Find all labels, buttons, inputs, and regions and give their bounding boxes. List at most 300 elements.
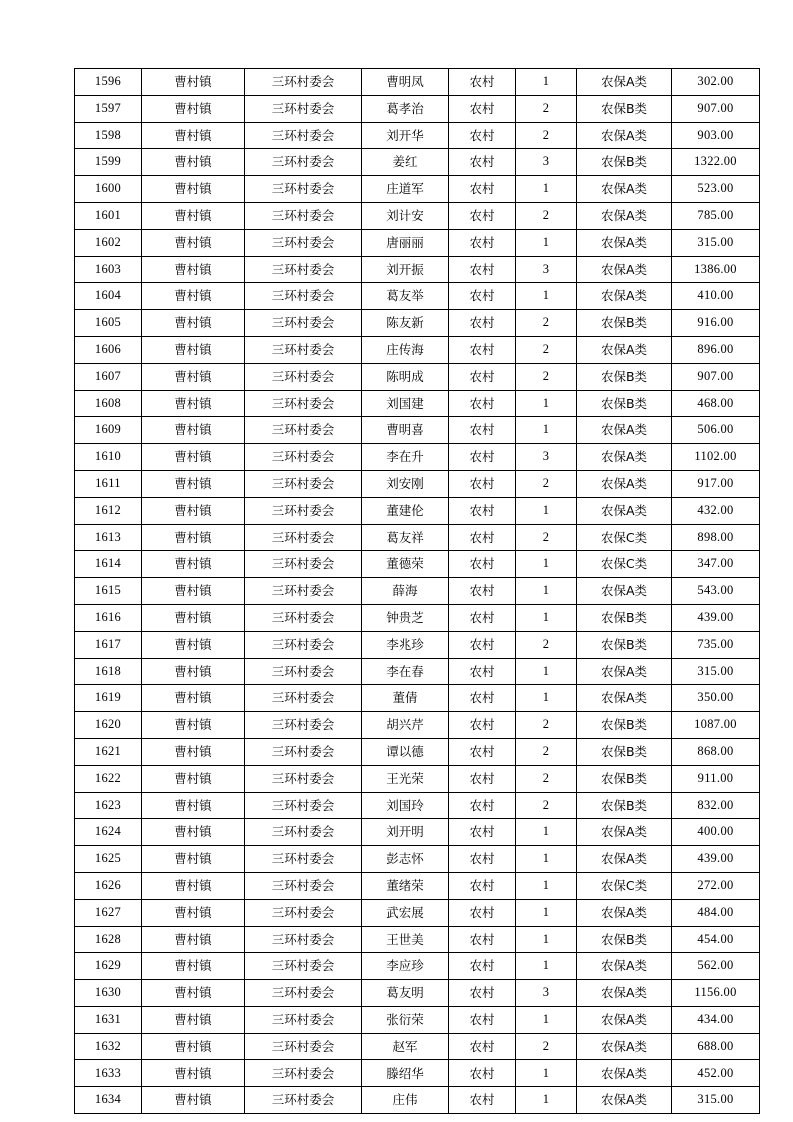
cell-town: 曹村镇	[142, 122, 245, 149]
cell-type: 农村	[449, 765, 516, 792]
cell-seq: 1620	[75, 712, 142, 739]
cell-amount: 1322.00	[672, 149, 760, 176]
table-row	[75, 1087, 760, 1114]
table-row	[75, 229, 760, 256]
cell-seq: 1603	[75, 256, 142, 283]
cell-seq: 1622	[75, 765, 142, 792]
cell-seq: 1597	[75, 95, 142, 122]
cell-village: 三环村委会	[245, 310, 362, 337]
cell-type: 农村	[449, 872, 516, 899]
table-row	[75, 846, 760, 873]
cell-name: 彭志怀	[362, 846, 449, 873]
cell-name: 王光荣	[362, 765, 449, 792]
cell-village: 三环村委会	[245, 497, 362, 524]
cell-seq: 1602	[75, 229, 142, 256]
cell-name: 李在升	[362, 444, 449, 471]
cell-amount: 1087.00	[672, 712, 760, 739]
cell-seq: 1604	[75, 283, 142, 310]
cell-town: 曹村镇	[142, 310, 245, 337]
cell-seq: 1623	[75, 792, 142, 819]
cell-amount: 468.00	[672, 390, 760, 417]
cell-category: 农保B类	[577, 604, 672, 631]
cell-town: 曹村镇	[142, 176, 245, 203]
cell-town: 曹村镇	[142, 738, 245, 765]
cell-category: 农保A类	[577, 1087, 672, 1114]
cell-seq: 1630	[75, 980, 142, 1007]
cell-amount: 315.00	[672, 658, 760, 685]
cell-category: 农保A类	[577, 470, 672, 497]
cell-name: 葛孝治	[362, 95, 449, 122]
cell-village: 三环村委会	[245, 363, 362, 390]
cell-seq: 1628	[75, 926, 142, 953]
table-row	[75, 792, 760, 819]
cell-seq: 1611	[75, 470, 142, 497]
cell-seq: 1607	[75, 363, 142, 390]
cell-category: 农保B类	[577, 310, 672, 337]
cell-type: 农村	[449, 685, 516, 712]
cell-type: 农村	[449, 819, 516, 846]
cell-village: 三环村委会	[245, 872, 362, 899]
cell-village: 三环村委会	[245, 953, 362, 980]
cell-town: 曹村镇	[142, 1060, 245, 1087]
table-row	[75, 658, 760, 685]
cell-count: 3	[516, 256, 577, 283]
cell-amount: 1386.00	[672, 256, 760, 283]
cell-category: 农保A类	[577, 256, 672, 283]
cell-type: 农村	[449, 846, 516, 873]
cell-name: 刘安刚	[362, 470, 449, 497]
cell-type: 农村	[449, 390, 516, 417]
cell-name: 曹明喜	[362, 417, 449, 444]
cell-village: 三环村委会	[245, 176, 362, 203]
table-row	[75, 283, 760, 310]
table-row	[75, 176, 760, 203]
cell-name: 董绪荣	[362, 872, 449, 899]
cell-amount: 523.00	[672, 176, 760, 203]
cell-village: 三环村委会	[245, 685, 362, 712]
cell-amount: 315.00	[672, 229, 760, 256]
cell-type: 农村	[449, 953, 516, 980]
cell-town: 曹村镇	[142, 390, 245, 417]
cell-village: 三环村委会	[245, 229, 362, 256]
cell-type: 农村	[449, 363, 516, 390]
table-body	[75, 69, 760, 1114]
table-row	[75, 497, 760, 524]
cell-village: 三环村委会	[245, 283, 362, 310]
cell-seq: 1615	[75, 578, 142, 605]
cell-town: 曹村镇	[142, 336, 245, 363]
cell-type: 农村	[449, 202, 516, 229]
cell-village: 三环村委会	[245, 765, 362, 792]
cell-village: 三环村委会	[245, 631, 362, 658]
cell-town: 曹村镇	[142, 256, 245, 283]
cell-type: 农村	[449, 899, 516, 926]
table-row	[75, 310, 760, 337]
table-row	[75, 390, 760, 417]
cell-town: 曹村镇	[142, 819, 245, 846]
cell-category: 农保A类	[577, 658, 672, 685]
cell-type: 农村	[449, 792, 516, 819]
cell-amount: 454.00	[672, 926, 760, 953]
table-row	[75, 953, 760, 980]
cell-town: 曹村镇	[142, 551, 245, 578]
cell-count: 1	[516, 846, 577, 873]
cell-count: 2	[516, 712, 577, 739]
cell-village: 三环村委会	[245, 1087, 362, 1114]
cell-seq: 1634	[75, 1087, 142, 1114]
table-row	[75, 417, 760, 444]
table-row	[75, 765, 760, 792]
cell-amount: 785.00	[672, 202, 760, 229]
cell-village: 三环村委会	[245, 149, 362, 176]
cell-name: 刘开明	[362, 819, 449, 846]
cell-town: 曹村镇	[142, 792, 245, 819]
cell-category: 农保B类	[577, 363, 672, 390]
cell-count: 1	[516, 1060, 577, 1087]
cell-village: 三环村委会	[245, 926, 362, 953]
cell-village: 三环村委会	[245, 524, 362, 551]
table-row	[75, 336, 760, 363]
cell-category: 农保A类	[577, 444, 672, 471]
cell-seq: 1621	[75, 738, 142, 765]
cell-name: 庄伟	[362, 1087, 449, 1114]
cell-name: 薛海	[362, 578, 449, 605]
cell-category: 农保B类	[577, 95, 672, 122]
table-row	[75, 631, 760, 658]
cell-seq: 1612	[75, 497, 142, 524]
cell-seq: 1610	[75, 444, 142, 471]
cell-category: 农保A类	[577, 69, 672, 96]
cell-town: 曹村镇	[142, 846, 245, 873]
cell-name: 武宏展	[362, 899, 449, 926]
cell-category: 农保A类	[577, 229, 672, 256]
cell-town: 曹村镇	[142, 685, 245, 712]
cell-amount: 917.00	[672, 470, 760, 497]
cell-village: 三环村委会	[245, 1033, 362, 1060]
cell-type: 农村	[449, 658, 516, 685]
cell-category: 农保A类	[577, 122, 672, 149]
cell-name: 刘开振	[362, 256, 449, 283]
cell-amount: 400.00	[672, 819, 760, 846]
cell-type: 农村	[449, 1006, 516, 1033]
cell-count: 1	[516, 69, 577, 96]
cell-amount: 868.00	[672, 738, 760, 765]
cell-name: 赵军	[362, 1033, 449, 1060]
cell-village: 三环村委会	[245, 256, 362, 283]
cell-village: 三环村委会	[245, 899, 362, 926]
cell-seq: 1619	[75, 685, 142, 712]
cell-name: 滕绍华	[362, 1060, 449, 1087]
table-row	[75, 524, 760, 551]
table-row	[75, 926, 760, 953]
cell-count: 1	[516, 551, 577, 578]
cell-seq: 1632	[75, 1033, 142, 1060]
cell-type: 农村	[449, 283, 516, 310]
cell-name: 唐丽丽	[362, 229, 449, 256]
cell-category: 农保C类	[577, 524, 672, 551]
cell-seq: 1598	[75, 122, 142, 149]
table-row	[75, 712, 760, 739]
cell-village: 三环村委会	[245, 336, 362, 363]
cell-count: 2	[516, 631, 577, 658]
cell-seq: 1616	[75, 604, 142, 631]
cell-name: 刘开华	[362, 122, 449, 149]
cell-count: 1	[516, 953, 577, 980]
cell-count: 1	[516, 1087, 577, 1114]
cell-count: 1	[516, 497, 577, 524]
cell-amount: 452.00	[672, 1060, 760, 1087]
cell-name: 董倩	[362, 685, 449, 712]
cell-town: 曹村镇	[142, 765, 245, 792]
cell-amount: 410.00	[672, 283, 760, 310]
cell-village: 三环村委会	[245, 819, 362, 846]
cell-category: 农保A类	[577, 1060, 672, 1087]
table-row	[75, 363, 760, 390]
cell-name: 庄道军	[362, 176, 449, 203]
cell-count: 2	[516, 1033, 577, 1060]
cell-town: 曹村镇	[142, 417, 245, 444]
cell-seq: 1606	[75, 336, 142, 363]
cell-seq: 1625	[75, 846, 142, 873]
cell-name: 葛友祥	[362, 524, 449, 551]
cell-type: 农村	[449, 336, 516, 363]
cell-town: 曹村镇	[142, 578, 245, 605]
cell-amount: 916.00	[672, 310, 760, 337]
cell-name: 董德荣	[362, 551, 449, 578]
cell-name: 庄传海	[362, 336, 449, 363]
table-row	[75, 149, 760, 176]
cell-amount: 302.00	[672, 69, 760, 96]
cell-category: 农保A类	[577, 980, 672, 1007]
cell-seq: 1633	[75, 1060, 142, 1087]
table-row	[75, 819, 760, 846]
cell-village: 三环村委会	[245, 122, 362, 149]
table-row	[75, 444, 760, 471]
cell-amount: 907.00	[672, 363, 760, 390]
cell-category: 农保B类	[577, 390, 672, 417]
cell-name: 董建伦	[362, 497, 449, 524]
cell-amount: 911.00	[672, 765, 760, 792]
cell-category: 农保A类	[577, 846, 672, 873]
cell-name: 姜红	[362, 149, 449, 176]
cell-type: 农村	[449, 604, 516, 631]
cell-count: 3	[516, 149, 577, 176]
cell-village: 三环村委会	[245, 604, 362, 631]
cell-type: 农村	[449, 524, 516, 551]
cell-town: 曹村镇	[142, 899, 245, 926]
cell-count: 1	[516, 899, 577, 926]
cell-amount: 735.00	[672, 631, 760, 658]
cell-village: 三环村委会	[245, 658, 362, 685]
cell-count: 1	[516, 417, 577, 444]
cell-seq: 1613	[75, 524, 142, 551]
cell-town: 曹村镇	[142, 283, 245, 310]
cell-town: 曹村镇	[142, 69, 245, 96]
cell-town: 曹村镇	[142, 149, 245, 176]
cell-seq: 1599	[75, 149, 142, 176]
table-row	[75, 470, 760, 497]
cell-category: 农保A类	[577, 176, 672, 203]
cell-seq: 1600	[75, 176, 142, 203]
cell-type: 农村	[449, 417, 516, 444]
cell-type: 农村	[449, 551, 516, 578]
cell-seq: 1617	[75, 631, 142, 658]
cell-count: 1	[516, 658, 577, 685]
cell-village: 三环村委会	[245, 417, 362, 444]
cell-count: 1	[516, 283, 577, 310]
cell-village: 三环村委会	[245, 846, 362, 873]
cell-count: 2	[516, 336, 577, 363]
cell-count: 1	[516, 578, 577, 605]
cell-amount: 439.00	[672, 604, 760, 631]
cell-count: 2	[516, 310, 577, 337]
cell-type: 农村	[449, 69, 516, 96]
cell-type: 农村	[449, 310, 516, 337]
cell-category: 农保A类	[577, 1033, 672, 1060]
cell-seq: 1609	[75, 417, 142, 444]
cell-count: 2	[516, 470, 577, 497]
cell-type: 农村	[449, 149, 516, 176]
cell-type: 农村	[449, 631, 516, 658]
cell-town: 曹村镇	[142, 202, 245, 229]
cell-name: 胡兴芹	[362, 712, 449, 739]
cell-category: 农保A类	[577, 202, 672, 229]
cell-amount: 1156.00	[672, 980, 760, 1007]
cell-seq: 1614	[75, 551, 142, 578]
cell-category: 农保A类	[577, 417, 672, 444]
cell-name: 李兆珍	[362, 631, 449, 658]
cell-town: 曹村镇	[142, 444, 245, 471]
cell-village: 三环村委会	[245, 738, 362, 765]
cell-count: 1	[516, 872, 577, 899]
cell-count: 2	[516, 95, 577, 122]
cell-seq: 1631	[75, 1006, 142, 1033]
cell-village: 三环村委会	[245, 444, 362, 471]
cell-count: 2	[516, 524, 577, 551]
cell-category: 农保A类	[577, 899, 672, 926]
cell-count: 1	[516, 604, 577, 631]
cell-seq: 1608	[75, 390, 142, 417]
cell-name: 刘国玲	[362, 792, 449, 819]
cell-amount: 1102.00	[672, 444, 760, 471]
cell-category: 农保B类	[577, 792, 672, 819]
cell-village: 三环村委会	[245, 980, 362, 1007]
cell-village: 三环村委会	[245, 551, 362, 578]
cell-village: 三环村委会	[245, 792, 362, 819]
cell-category: 农保A类	[577, 497, 672, 524]
cell-type: 农村	[449, 1033, 516, 1060]
cell-seq: 1627	[75, 899, 142, 926]
cell-count: 2	[516, 738, 577, 765]
cell-town: 曹村镇	[142, 926, 245, 953]
cell-category: 农保A类	[577, 336, 672, 363]
cell-category: 农保A类	[577, 819, 672, 846]
cell-amount: 903.00	[672, 122, 760, 149]
cell-name: 曹明凤	[362, 69, 449, 96]
cell-name: 刘国建	[362, 390, 449, 417]
cell-category: 农保B类	[577, 765, 672, 792]
table-row	[75, 202, 760, 229]
cell-type: 农村	[449, 1060, 516, 1087]
cell-town: 曹村镇	[142, 980, 245, 1007]
cell-seq: 1624	[75, 819, 142, 846]
cell-category: 农保A类	[577, 685, 672, 712]
cell-town: 曹村镇	[142, 953, 245, 980]
table-row	[75, 95, 760, 122]
table-row	[75, 69, 760, 96]
cell-town: 曹村镇	[142, 229, 245, 256]
cell-village: 三环村委会	[245, 1060, 362, 1087]
cell-amount: 543.00	[672, 578, 760, 605]
cell-count: 2	[516, 202, 577, 229]
cell-town: 曹村镇	[142, 1087, 245, 1114]
cell-category: 农保A类	[577, 953, 672, 980]
cell-name: 王世美	[362, 926, 449, 953]
cell-type: 农村	[449, 738, 516, 765]
cell-name: 谭以德	[362, 738, 449, 765]
table-row	[75, 1033, 760, 1060]
cell-town: 曹村镇	[142, 95, 245, 122]
cell-count: 2	[516, 363, 577, 390]
table-row	[75, 551, 760, 578]
cell-seq: 1618	[75, 658, 142, 685]
cell-town: 曹村镇	[142, 497, 245, 524]
cell-seq: 1605	[75, 310, 142, 337]
cell-amount: 506.00	[672, 417, 760, 444]
cell-amount: 434.00	[672, 1006, 760, 1033]
table-row	[75, 685, 760, 712]
cell-category: 农保C类	[577, 872, 672, 899]
cell-count: 1	[516, 176, 577, 203]
cell-category: 农保B类	[577, 926, 672, 953]
cell-town: 曹村镇	[142, 470, 245, 497]
cell-count: 1	[516, 819, 577, 846]
cell-seq: 1629	[75, 953, 142, 980]
table-row	[75, 578, 760, 605]
cell-village: 三环村委会	[245, 69, 362, 96]
cell-category: 农保A类	[577, 1006, 672, 1033]
cell-type: 农村	[449, 926, 516, 953]
cell-name: 陈友新	[362, 310, 449, 337]
cell-seq: 1601	[75, 202, 142, 229]
cell-village: 三环村委会	[245, 470, 362, 497]
table-row	[75, 256, 760, 283]
cell-category: 农保B类	[577, 149, 672, 176]
cell-name: 张衍荣	[362, 1006, 449, 1033]
cell-village: 三环村委会	[245, 712, 362, 739]
cell-category: 农保A类	[577, 578, 672, 605]
cell-amount: 432.00	[672, 497, 760, 524]
cell-name: 葛友举	[362, 283, 449, 310]
cell-count: 3	[516, 444, 577, 471]
cell-amount: 347.00	[672, 551, 760, 578]
cell-category: 农保B类	[577, 712, 672, 739]
cell-seq: 1596	[75, 69, 142, 96]
cell-type: 农村	[449, 980, 516, 1007]
cell-name: 李应珍	[362, 953, 449, 980]
subsidy-table	[74, 68, 760, 1114]
cell-amount: 315.00	[672, 1087, 760, 1114]
table-row	[75, 604, 760, 631]
cell-count: 1	[516, 685, 577, 712]
table-row	[75, 1006, 760, 1033]
cell-amount: 439.00	[672, 846, 760, 873]
table-row	[75, 980, 760, 1007]
cell-type: 农村	[449, 497, 516, 524]
cell-seq: 1626	[75, 872, 142, 899]
cell-town: 曹村镇	[142, 872, 245, 899]
cell-name: 葛友明	[362, 980, 449, 1007]
